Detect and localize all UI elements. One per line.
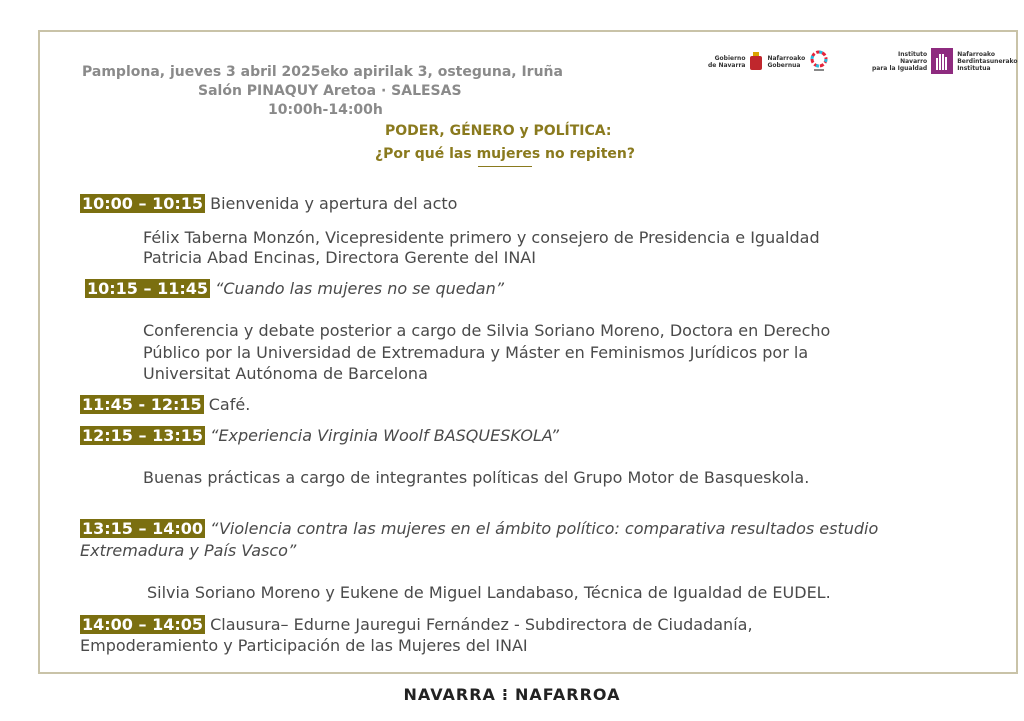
gobierno-logo-line: de Navarra [708,62,746,69]
agenda-text: “Experiencia Virginia Woolf BASQUESKOLA” [210,426,560,445]
footer-nafarroa: NAFARROA [515,685,621,704]
agenda-time: 10:00 – 10:15 [82,194,203,213]
agenda-text: “Cuando las mujeres no se quedan” [215,279,505,298]
agenda-item [80,395,250,415]
gobierno-logo-line: Gobierno [714,55,746,62]
nafarroako-logo-line: Gobernua [767,62,801,69]
title-underline [478,166,532,167]
footer-separator: ⁝ [501,685,509,704]
agenda-text: Café. [208,395,251,414]
agenda-text: Clausura– Edurne Jauregui Fernández - Subdirectora de Ciudadanía, [210,615,753,634]
agenda-item [80,615,753,635]
agenda-time: 14:00 – 14:05 [82,615,203,634]
agenda-description: Universitat Autónoma de Barcelona [143,364,428,383]
agenda-item [80,426,559,446]
agenda-description: Buenas prácticas a cargo de integrantes políticas del Grupo Motor de Basqueskola. [143,468,810,487]
inai-hand-icon [931,48,953,74]
footer-navarra: NAVARRA [403,685,496,704]
agenda-description: Patricia Abad Encinas, Directora Gerente del INAI [143,248,536,267]
inai-logo-line: Berdintasunerako [957,57,1018,65]
agenda-time: 10:15 – 11:45 [87,279,208,298]
event-subtitle: ¿Por qué las mujeres no repiten? [375,146,635,162]
inai-logo-line: Institutua [957,64,991,72]
nafarroako-logo-line: Nafarroako [767,55,806,62]
navarra-shield-icon [749,52,763,72]
inai-logo [872,48,1017,74]
agenda-time: 12:15 – 13:15 [82,426,203,445]
inai-logo-line: Instituto [898,50,928,58]
header-venue-line: Salón PINAQUY Aretoa · SALESAS [198,83,462,99]
agenda-item [85,279,504,299]
agenda-time: 13:15 – 14:00 [82,519,203,538]
agenda-text-continued: Extremadura y País Vasco” [80,541,297,560]
gobierno-navarra-logo [708,50,829,74]
sdg-wheel-icon [809,50,829,74]
header-time-line: 10:00h-14:00h [268,102,383,118]
agenda-text: Bienvenida y apertura del acto [210,194,458,213]
inai-logo-line: Nafarroako [957,50,995,58]
agenda-time: 11:45 - 12:15 [82,395,202,414]
agenda-text: “Violencia contra las mujeres en el ámbito político: comparativa resultados estudio [210,519,879,538]
agenda-description: Conferencia y debate posterior a cargo de Silvia Soriano Moreno, Doctora en Derecho [143,321,831,340]
agenda-description: Silvia Soriano Moreno y Eukene de Miguel Landabaso, Técnica de Igualdad de EUDEL. [147,583,831,602]
inai-logo-line: para la Igualdad [872,64,928,72]
agenda-item [80,519,878,539]
header-date-line: Pamplona, jueves 3 abril 2025eko apirilak 3, osteguna, Iruña [82,64,563,80]
footer-brand [0,685,1024,704]
agenda-description: Público por la Universidad de Extremadura y Máster en Feminismos Jurídicos por la [143,343,809,362]
agenda-text-continued: Empoderamiento y Participación de las Mujeres del INAI [80,636,528,655]
inai-logo-line: Navarro [900,57,928,65]
event-title: PODER, GÉNERO y POLÍTICA: [385,123,612,139]
agenda-description: Félix Taberna Monzón, Vicepresidente primero y consejero de Presidencia e Igualdad [143,228,820,247]
agenda-item [80,194,457,214]
